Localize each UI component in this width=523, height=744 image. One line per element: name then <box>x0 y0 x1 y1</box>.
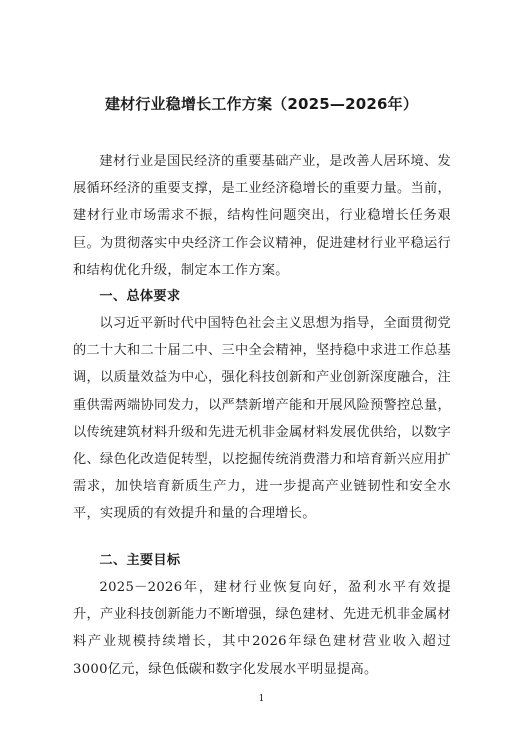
intro-paragraph: 建材行业是国民经济的重要基础产业，是改善人居环境、发展循环经济的重要支撑，是工业经济稳增长的重要力量。当前，建材行业市场需求不振，结构性问题突出，行业稳增长任务艰巨。为贯彻落实中央经济工作会议精神，促进建材行业平稳运行和结构优化升级，制定本工作方案。 <box>73 154 451 278</box>
section-paragraph-main-goals: 2025－2026年，建材行业恢复向好，盈利水平有效提升，产业科技创新能力不断增强，绿色建材、先进无机非金属材料产业规模持续增长，其中2026年绿色建材营业收入超过3000亿元，绿色低碳和数字化发展水平明显提高。 <box>73 580 451 677</box>
document-title: 建材行业稳增长工作方案（2025—2026年） <box>104 95 419 113</box>
section-paragraph-general-requirements: 以习近平新时代中国特色社会主义思想为指导，全面贯彻党的二十大和二十届二中、三中全会精神，坚持稳中求进工作总基调，以质量效益为中心，强化科技创新和产业创新深度融合，注重供需两端协同发力，以严禁新增产能和开展风险预警控总量，以传统建筑材料升级和先进无机非金属材料发展优供给，以数字化、绿色化改造促转型，以挖掘传统消费潜力和培育新兴应用扩需求，加快培育新质生产力，进一步提高产业链韧性和安全水平，实现质的有效提升和量的合理增长。 <box>73 316 451 522</box>
page-number: 1 <box>258 694 265 704</box>
section-heading-main-goals: 二、主要目标 <box>99 553 181 568</box>
section-heading-general-requirements: 一、总体要求 <box>99 289 181 304</box>
